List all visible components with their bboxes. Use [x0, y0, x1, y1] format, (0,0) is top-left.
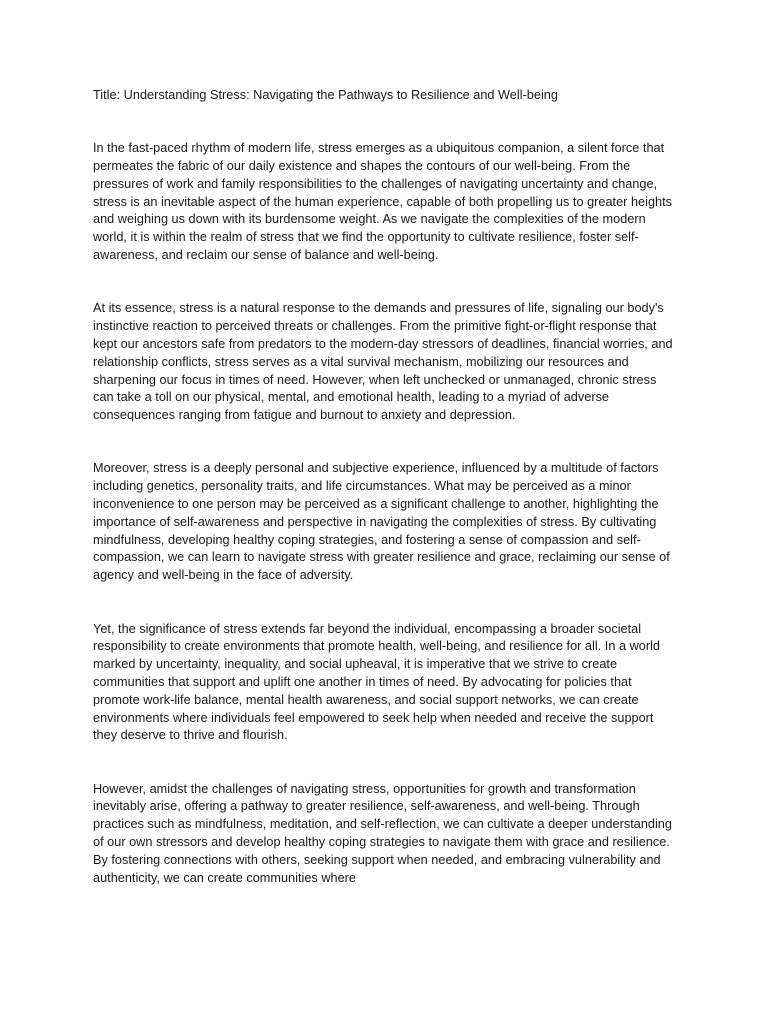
document-body — [93, 87, 677, 923]
paragraph-2: At its essence, stress is a natural response to the demands and pressures of life, signaling our body's instinctive reaction to perceived threats or challenges. From the primitive fight-or-flight response that kept our ancestors safe from predators to the modern-day stressors of deadlines, financial worries, and relationship conflicts, stress serves as a vital survival mechanism, mobilizing our resources and sharpening our focus in times of need. However, when left unchecked or unmanaged, chronic stress can take a toll on our physical, mental, and emotional health, leading to a myriad of adverse consequences ranging from fatigue and burnout to anxiety and depression. — [93, 301, 673, 423]
paragraph-4: Yet, the significance of stress extends far beyond the individual, encompassing a broader societal responsibility to create environments that promote health, well-being, and resilience for all. In a world marked by uncertainty, inequality, and social upheaval, it is imperative that we strive to create communities that support and uplift one another in times of need. By advocating for policies that promote work-life balance, mental health awareness, and social support networks, we can create environments where individuals feel empowered to seek help when needed and receive the support they deserve to thrive and flourish. — [93, 621, 660, 743]
paragraph-5: However, amidst the challenges of navigating stress, opportunities for growth and transformation inevitably arise, offering a pathway to greater resilience, self-awareness, and well-being. Through practices such as mindfulness, meditation, and self-reflection, we can cultivate a deeper understanding of our own stressors and develop healthy coping strategies to navigate them with grace and resilience. By fostering connections with others, seeking support when needed, and embracing vulnerability and authenticity, we can create communities where — [93, 781, 672, 885]
paragraph-1: In the fast-paced rhythm of modern life, stress emerges as a ubiquitous companion, a silent force that permeates the fabric of our daily existence and shapes the contours of our well-being. From the pressures of work and family responsibilities to the challenges of navigating uncertainty and change, stress is an inevitable aspect of the human experience, capable of both propelling us to greater heights and weighing us down with its burdensome weight. As we navigate the complexities of the modern world, it is within the realm of stress that we find the opportunity to cultivate resilience, foster self-awareness, and reclaim our sense of balance and well-being. — [93, 141, 673, 263]
paragraph-3: Moreover, stress is a deeply personal and subjective experience, influenced by a multitude of factors including genetics, personality traits, and life circumstances. What may be perceived as a minor inconvenience to one person may be perceived as a significant challenge to another, highlighting the importance of self-awareness and perspective in navigating the complexities of stress. By cultivating mindfulness, developing healthy coping strategies, and fostering a sense of compassion and self-compassion, we can learn to navigate stress with greater resilience and grace, reclaiming our sense of agency and well-being in the face of adversity. — [93, 461, 670, 583]
document-title: Title: Understanding Stress: Navigating the Pathways to Resilience and Well-being — [93, 88, 558, 102]
